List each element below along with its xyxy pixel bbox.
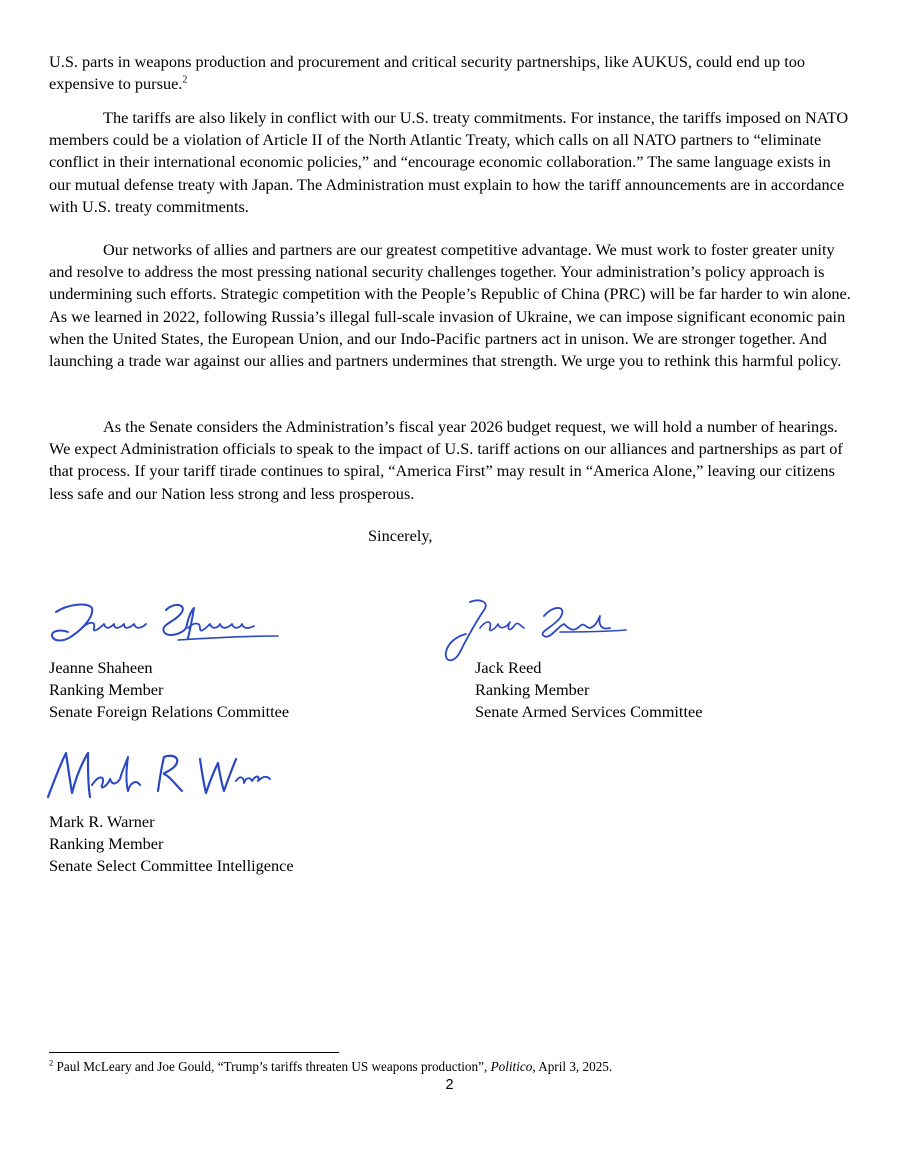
signatory-role: Ranking Member (475, 680, 590, 699)
signatory-mark-warner (49, 811, 294, 877)
signatory-name: Jeanne Shaheen (49, 658, 153, 677)
paragraph-4: As the Senate considers the Administration’s fiscal year 2026 budget request, we will hold a number of hearings. We expect Administration officials to speak to the impact of U.S. tariff actions on our alliances and partnerships as part of that process. If your tariff tirade continues to spiral, “America First” may result in “America Alone,” leaving our citizens less safe and our Nation less strong and less prosperous. (49, 417, 843, 503)
footnote-text: Paul McLeary and Joe Gould, “Trump’s tariffs threaten US weapons production”, (53, 1059, 491, 1074)
signatory-committee: Senate Foreign Relations Committee (49, 702, 290, 721)
paragraph-3: Our networks of allies and partners are our greatest competitive advantage. We must work to foster greater unity and resolve to address the most pressing national security challenges together. Your administration’s policy approach is undermining such efforts. Strategic competition with the People’s Republic of China (PRC) will be far harder to win alone. As we learned in 2022, following Russia’s illegal full-scale invasion of Ukraine, we can impose significant economic pain when the United States, the European Union, and our Indo-Pacific partners act in unison. We are stronger together. And launching a trade war against our allies and partners undermines that strength. We urge you to rethink this harmful policy. (49, 240, 851, 371)
signatory-jeanne-shaheen (49, 657, 289, 723)
paragraph-1 (49, 51, 854, 95)
footnote-date: April 3, 2025. (535, 1059, 613, 1074)
footnote-publication: Politico, (490, 1059, 536, 1074)
paragraph-1-text: U.S. parts in weapons production and procurement and critical security partnerships, like AUKUS, could end up too expensive to pursue. (49, 52, 806, 94)
signatory-name: Mark R. Warner (49, 812, 155, 831)
footnote (49, 1058, 612, 1076)
signature-jeanne-shaheen (48, 598, 283, 650)
footnote-divider (49, 1052, 339, 1053)
signatory-role: Ranking Member (49, 680, 164, 699)
signatory-jack-reed (475, 657, 702, 723)
paragraph-2: The tariffs are also likely in conflict with our U.S. treaty commitments. For instance, the tariffs imposed on NATO members could be a violation of Article II of the North Atlantic Treaty, which calls on all NATO partners to “eliminate conflict in their international economic policies,” and “encourage economic collaboration.” The same language exists in our mutual defense treaty with Japan. The Administration must explain to how the tariff announcements are in accordance with U.S. treaty commitments. (49, 108, 849, 216)
signatory-name: Jack Reed (475, 658, 542, 677)
footnote-number: 2 (49, 1057, 54, 1068)
page-number: 2 (445, 1077, 454, 1093)
signatory-role: Ranking Member (49, 834, 164, 853)
signatory-committee: Senate Armed Services Committee (475, 702, 703, 721)
signatory-committee: Senate Select Committee Intelligence (49, 856, 294, 875)
signature-mark-warner (40, 745, 280, 809)
closing-salutation: Sincerely, (368, 526, 433, 545)
footnote-reference: 2 (182, 74, 188, 86)
